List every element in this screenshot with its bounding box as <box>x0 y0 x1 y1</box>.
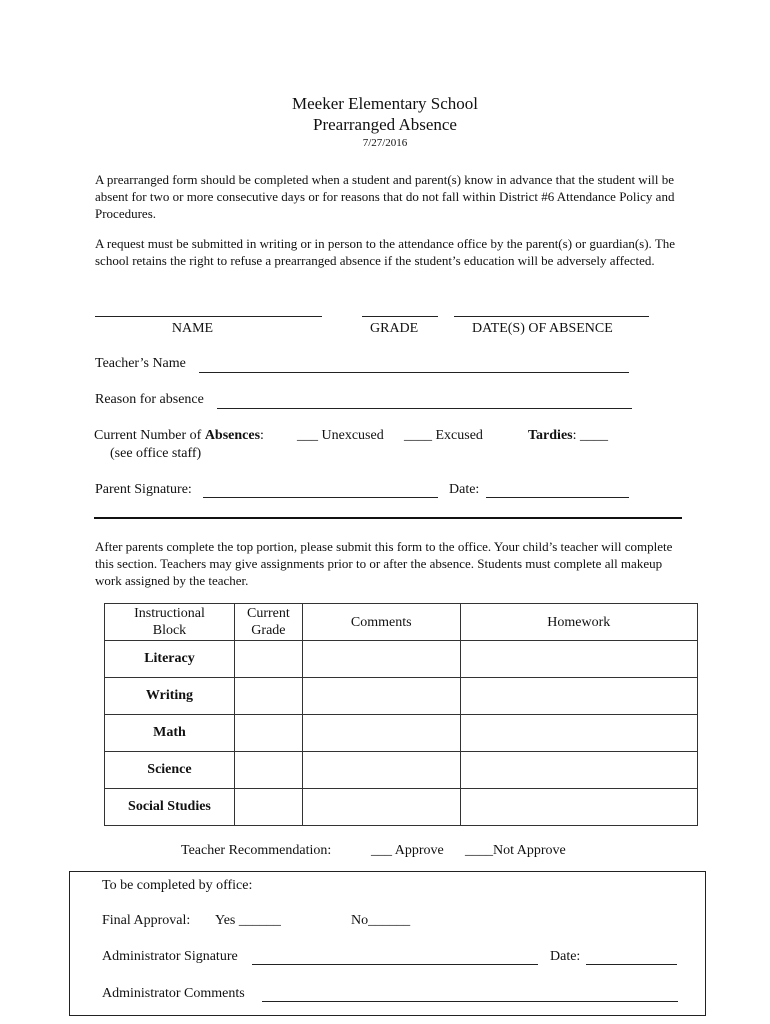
absences-suffix: : <box>260 428 264 443</box>
tardies-bold: Tardies <box>528 428 573 443</box>
comments-cell[interactable] <box>302 789 460 826</box>
office-staff-note: (see office staff) <box>110 446 202 461</box>
school-name: Meeker Elementary School <box>292 94 478 113</box>
col-instructional-block: Instructional Block <box>105 604 235 641</box>
final-approval-label: Final Approval: <box>102 913 191 928</box>
not-approve-field[interactable]: ____Not Approve <box>465 843 566 858</box>
homework-cell[interactable] <box>460 789 697 826</box>
subject-literacy: Literacy <box>105 641 235 678</box>
admin-comments-line[interactable] <box>262 1001 678 1002</box>
recommendation-label: Teacher Recommendation: <box>181 843 332 858</box>
unexcused-field[interactable]: ___ Unexcused <box>297 428 384 443</box>
grade-cell[interactable] <box>234 678 302 715</box>
intro-paragraph-2: A request must be submitted in writing or in person to the attendance office by the parent(s) or guardian(s). The school retains the right to refuse a prearranged absence if the student’s education will be adversely affected. <box>95 236 676 268</box>
absences-bold: Absences <box>204 428 261 443</box>
form-date: 7/27/2016 <box>362 137 408 149</box>
comments-cell[interactable] <box>302 715 460 752</box>
homework-cell[interactable] <box>460 641 697 678</box>
absences-prefix: Current Number of <box>94 428 205 443</box>
grade-cell[interactable] <box>234 715 302 752</box>
homework-cell[interactable] <box>460 752 697 789</box>
col-comments: Comments <box>302 604 460 641</box>
homework-cell[interactable] <box>460 715 697 752</box>
excused-field[interactable]: ____ Excused <box>404 428 483 443</box>
table-header-row <box>105 604 698 641</box>
parent-signature-line[interactable] <box>203 497 438 498</box>
reason-label: Reason for absence <box>95 392 204 407</box>
teacher-instructions: After parents complete the top portion, please submit this form to the office. Your child’s teacher will complete this section. Teachers may give assignments prior to or after the absence. Students must complete all makeup work assigned by the teacher. <box>95 539 673 588</box>
table-row <box>105 641 698 678</box>
section-divider <box>94 517 682 519</box>
subject-writing: Writing <box>105 678 235 715</box>
tardies-field[interactable] <box>528 428 608 444</box>
intro-paragraph-1: A prearranged form should be completed when a student and parent(s) know in advance that the student will be absent for two or more consecutive days or for reasons that do not fall within District #6 Attendance Policy and Procedures. <box>95 172 675 221</box>
comments-cell[interactable] <box>302 641 460 678</box>
homework-cell[interactable] <box>460 678 697 715</box>
admin-signature-label: Administrator Signature <box>102 949 238 964</box>
admin-signature-line[interactable] <box>252 964 538 965</box>
admin-date-label: Date: <box>550 949 581 964</box>
name-line[interactable] <box>95 316 322 317</box>
grade-cell[interactable] <box>234 641 302 678</box>
final-approval-yes[interactable]: Yes ______ <box>215 913 281 928</box>
teacher-name-label: Teacher’s Name <box>95 356 186 371</box>
subject-math: Math <box>105 715 235 752</box>
grade-line[interactable] <box>362 316 438 317</box>
grade-label: GRADE <box>370 321 419 336</box>
name-label: NAME <box>171 321 214 336</box>
teacher-name-line[interactable] <box>199 372 629 373</box>
table-row <box>105 715 698 752</box>
form-title: Prearranged Absence <box>313 115 457 134</box>
comments-cell[interactable] <box>302 678 460 715</box>
table-row <box>105 752 698 789</box>
office-heading: To be completed by office: <box>102 878 253 893</box>
reason-line[interactable] <box>217 408 632 409</box>
parent-date-line[interactable] <box>486 497 629 498</box>
table-row <box>105 789 698 826</box>
subject-science: Science <box>105 752 235 789</box>
grade-cell[interactable] <box>234 752 302 789</box>
final-approval-no[interactable]: No______ <box>351 913 411 928</box>
col-current-grade: Current Grade <box>234 604 302 641</box>
table-row <box>105 678 698 715</box>
dates-label: DATE(S) OF ABSENCE <box>472 321 613 336</box>
dates-line[interactable] <box>454 316 649 317</box>
approve-field[interactable]: ___ Approve <box>371 843 444 858</box>
absences-label <box>94 428 264 444</box>
parent-date-label: Date: <box>449 482 480 497</box>
grade-cell[interactable] <box>234 789 302 826</box>
instruction-table <box>104 603 698 826</box>
tardies-suffix: : ____ <box>572 428 608 443</box>
parent-signature-label: Parent Signature: <box>95 482 192 497</box>
admin-date-line[interactable] <box>586 964 677 965</box>
admin-comments-label: Administrator Comments <box>102 986 245 1001</box>
comments-cell[interactable] <box>302 752 460 789</box>
subject-social-studies: Social Studies <box>105 789 235 826</box>
col-homework: Homework <box>460 604 697 641</box>
